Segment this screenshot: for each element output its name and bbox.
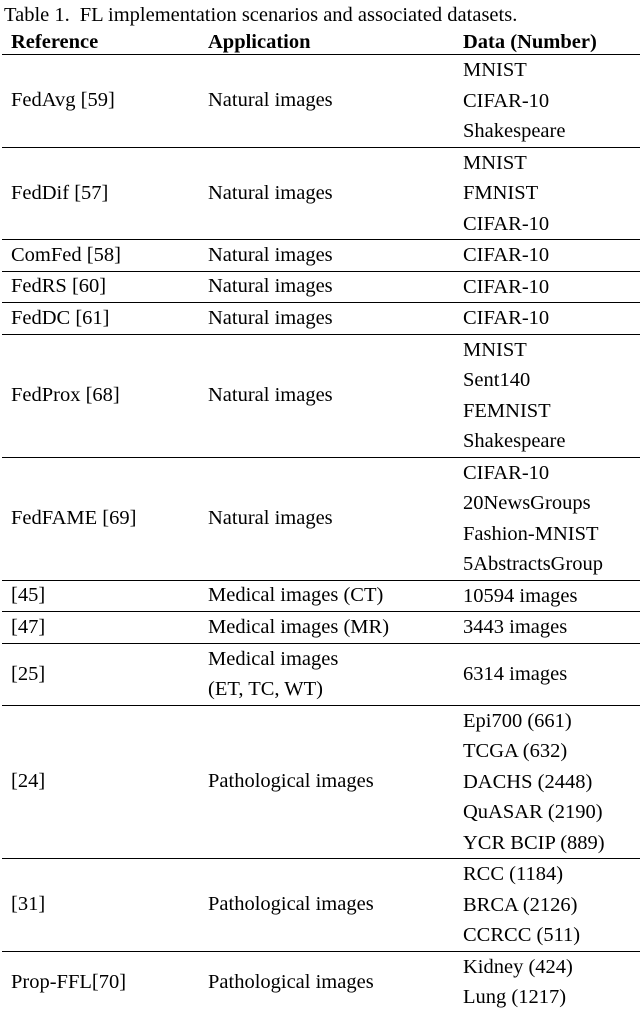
table-row (2, 643, 640, 705)
cell-data (454, 612, 640, 644)
cell-reference: FedDif [57] (2, 147, 199, 240)
cell-application: Pathological images (199, 951, 454, 1013)
data-item: CIFAR-10 (463, 244, 550, 266)
cell-data: 6314 images (454, 643, 640, 705)
cell-data (454, 271, 640, 303)
data-item: 5AbstractsGroup (463, 553, 604, 575)
cell-data (454, 859, 640, 952)
cell-data (454, 303, 640, 335)
cell-data (454, 55, 640, 148)
cell-reference: Prop-FFL[70] (2, 951, 199, 1013)
table-row (2, 240, 640, 272)
cell-data (454, 334, 640, 457)
data-item: TCGA (632) (463, 740, 568, 762)
data-item: DACHS (2448) (463, 770, 593, 793)
data-item: FEMNIST (463, 399, 551, 422)
data-item: Shakespeare (463, 430, 566, 452)
data-item: 3443 images (463, 616, 568, 638)
cell-application: Medical images (MR) (199, 612, 454, 644)
cell-data (454, 147, 640, 240)
cell-reference: FedRS [60] (2, 271, 199, 303)
cell-data (454, 457, 640, 580)
fl-scenarios-table (2, 31, 640, 1013)
cell-reference: ComFed [58] (2, 240, 199, 272)
cell-application: Natural images (199, 457, 454, 580)
cell-application: Pathological images (199, 859, 454, 952)
caption-text: FL implementation scenarios and associated datasets. (79, 4, 518, 26)
data-item: MNIST (463, 338, 527, 361)
cell-reference: [47] (2, 612, 199, 644)
cell-application: Natural images (199, 55, 454, 148)
cell-application: Natural images (199, 147, 454, 240)
data-item: MNIST (463, 59, 527, 81)
cell-reference: [45] (2, 580, 199, 612)
cell-reference: [31] (2, 859, 199, 952)
data-item: FMNIST (463, 182, 539, 204)
data-item: MNIST (463, 151, 527, 174)
table-caption (2, 0, 638, 31)
data-item: Epi700 (661) (463, 709, 572, 732)
table-row (2, 303, 640, 335)
cell-reference: [24] (2, 705, 199, 859)
data-item: QuASAR (2190) (463, 801, 603, 823)
table-row (2, 951, 640, 1013)
cell-application: Natural images (199, 303, 454, 335)
application-line: Medical images (208, 647, 339, 670)
table-header-row (2, 31, 640, 55)
data-item: Kidney (424) (463, 955, 573, 978)
cell-data (454, 951, 640, 1013)
data-item: RCC (1184) (463, 863, 564, 885)
data-item: Fashion-MNIST (463, 522, 599, 545)
data-item: Lung (1217) (463, 986, 567, 1008)
caption-label: Table 1. (4, 4, 70, 26)
data-item: 10594 images (463, 584, 578, 607)
cell-application: Natural images (199, 271, 454, 303)
table-row (2, 612, 640, 644)
data-item: YCR BCIP (889) (463, 831, 605, 854)
table-row (2, 705, 640, 859)
table-row (2, 271, 640, 303)
data-item: CIFAR-10 (463, 89, 550, 112)
cell-reference: FedProx [68] (2, 334, 199, 457)
cell-application: Pathological images (199, 705, 454, 859)
cell-application: Natural images (199, 334, 454, 457)
data-item: CIFAR-10 (463, 461, 550, 484)
data-item: CCRCC (511) (463, 924, 581, 946)
data-item: BRCA (2126) (463, 893, 578, 916)
cell-application: Medical images (CT) (199, 580, 454, 612)
cell-reference: [25] (2, 643, 199, 705)
application-line: (ET, TC, WT) (208, 678, 324, 700)
data-item: CIFAR-10 (463, 275, 550, 298)
table-row (2, 147, 640, 240)
column-header-data: Data (Number) (463, 31, 597, 53)
cell-reference: FedFAME [69] (2, 457, 199, 580)
column-header-application: Application (208, 31, 311, 53)
table-row (2, 580, 640, 612)
data-item: 20NewsGroups (463, 492, 591, 514)
table-row (2, 334, 640, 457)
cell-reference: FedAvg [59] (2, 55, 199, 148)
cell-application (199, 643, 454, 705)
data-item: Sent140 (463, 369, 531, 391)
data-item: CIFAR-10 (463, 307, 550, 329)
column-header-reference: Reference (11, 31, 99, 53)
data-item: CIFAR-10 (463, 212, 550, 235)
table-row (2, 55, 640, 148)
cell-data (454, 705, 640, 859)
table-row (2, 457, 640, 580)
cell-data (454, 240, 640, 272)
cell-reference: FedDC [61] (2, 303, 199, 335)
cell-application: Natural images (199, 240, 454, 272)
cell-data (454, 580, 640, 612)
table-row (2, 859, 640, 952)
data-item: Shakespeare (463, 120, 566, 142)
